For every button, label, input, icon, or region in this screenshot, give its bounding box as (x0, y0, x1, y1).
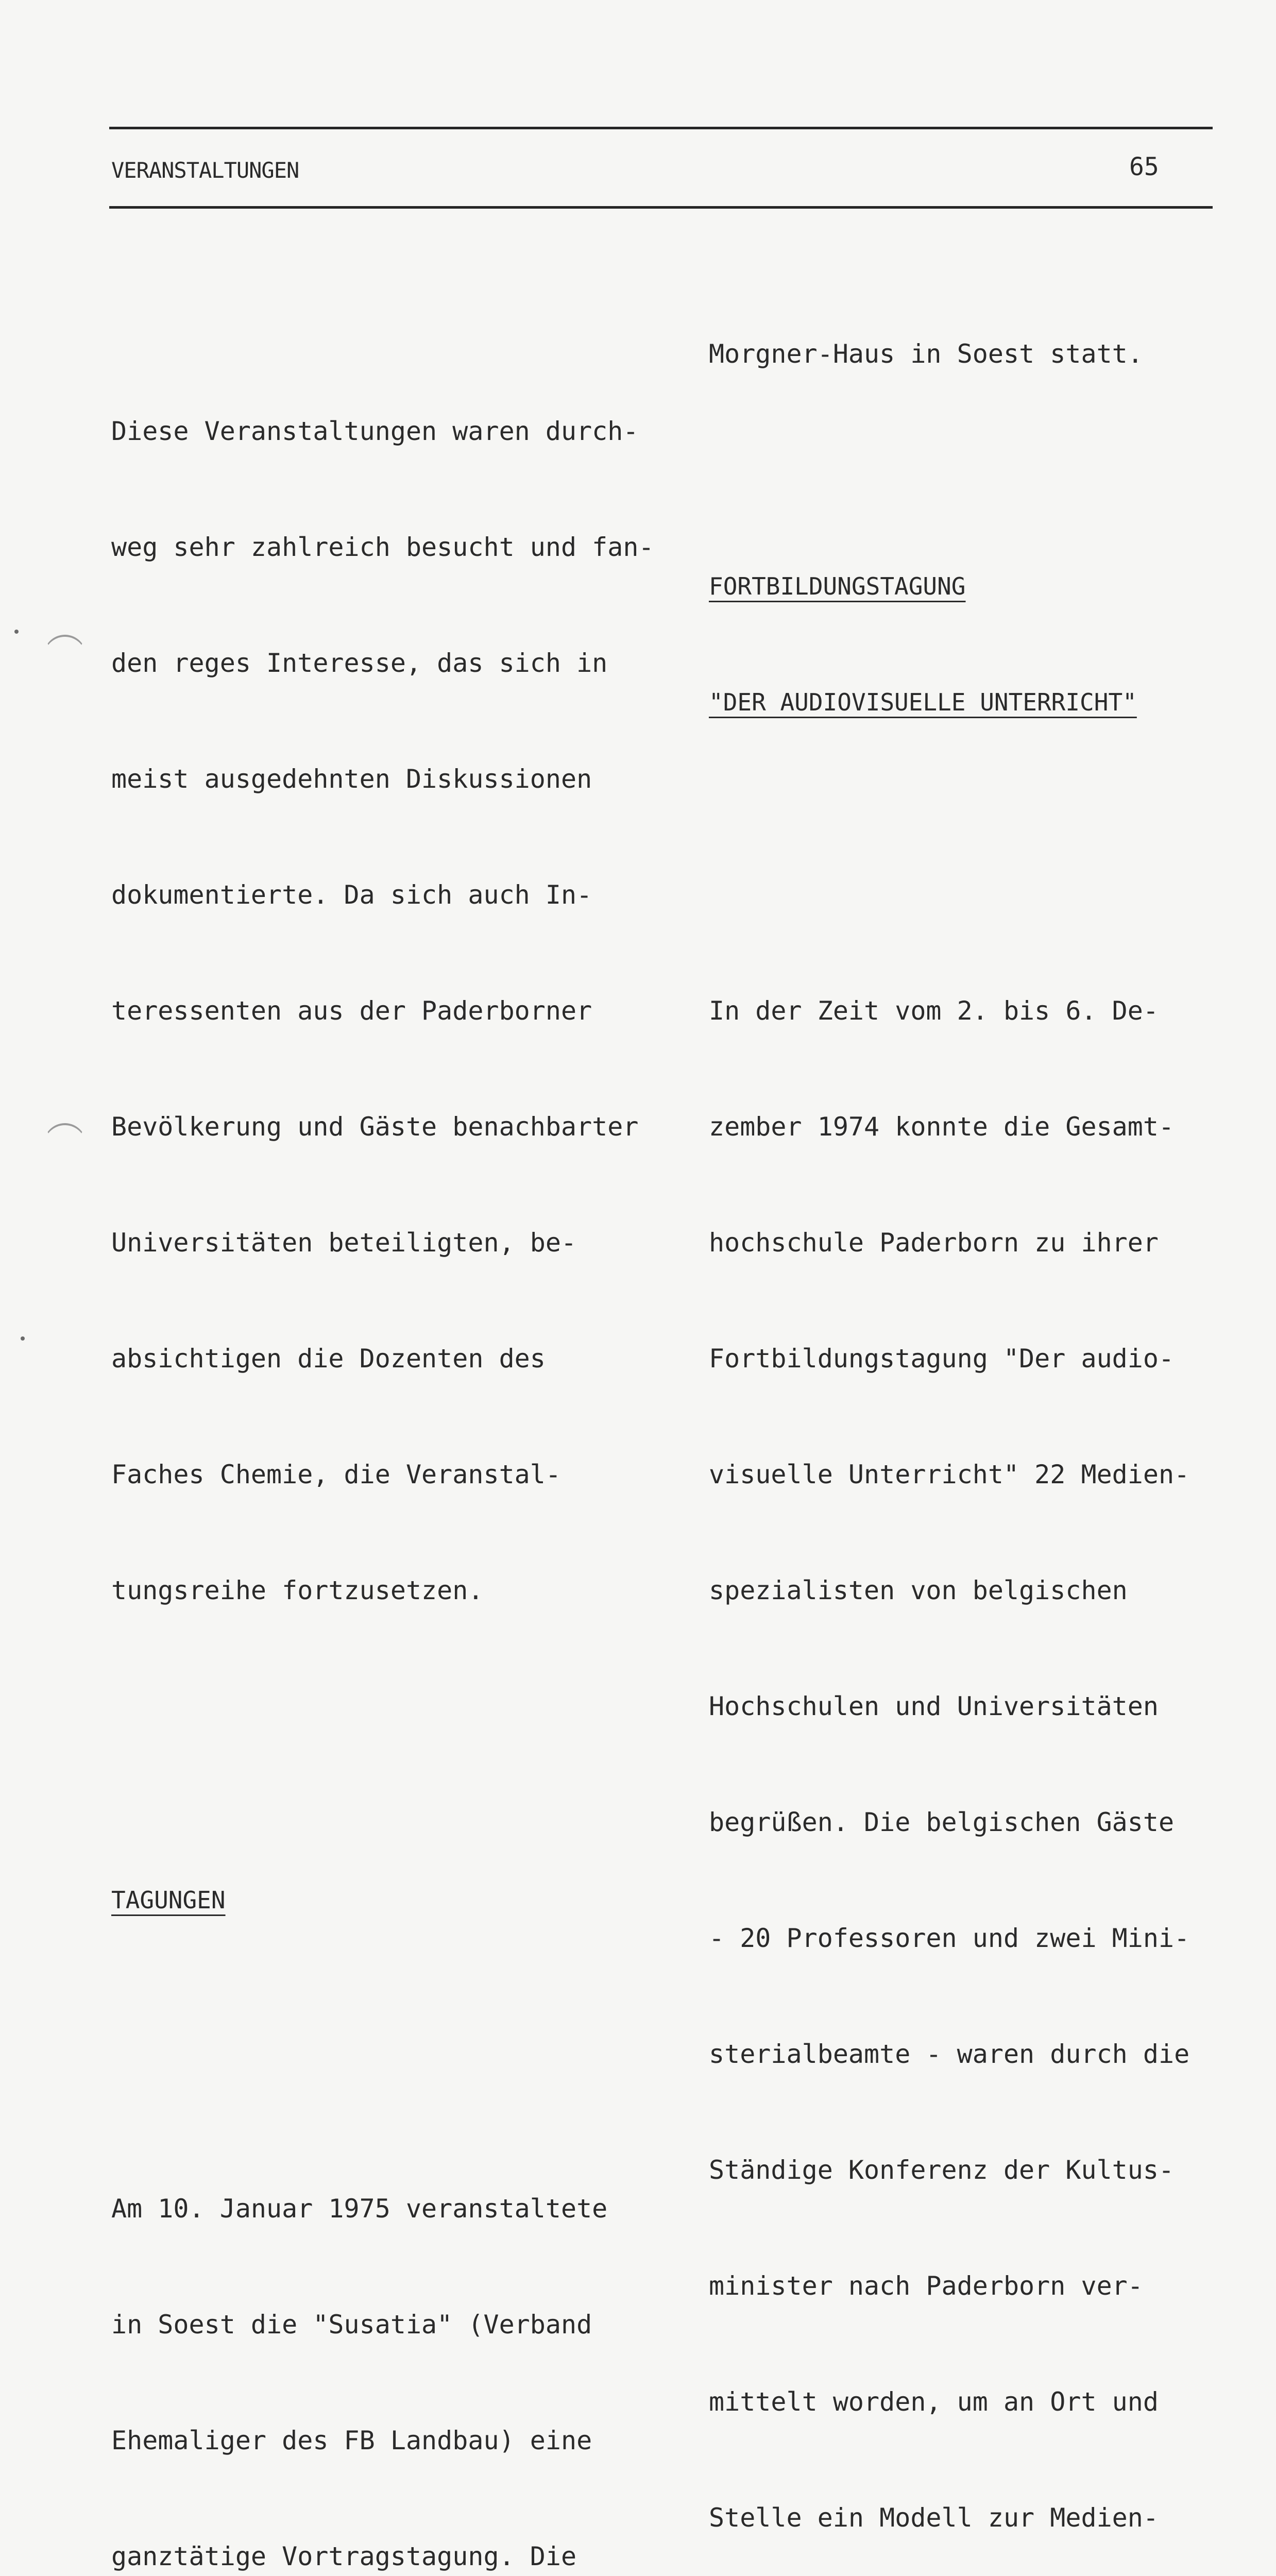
spacer (709, 799, 1224, 837)
punch-hole-mark (43, 635, 87, 679)
page-number: 65 (1129, 152, 1159, 181)
text-line: visuelle Unterricht" 22 Medien- (709, 1460, 1190, 1489)
intro-paragraph (111, 335, 688, 1687)
text-line: begrüßen. Die belgischen Gäste (709, 1807, 1175, 1837)
tagungen-paragraph (111, 2112, 688, 2576)
header-top-rule (109, 127, 1213, 129)
section-heading-audiovisuelle: "DER AUDIOVISUELLE UNTERRICHT" (709, 688, 1137, 716)
header-bottom-rule (109, 206, 1213, 209)
text-line: In der Zeit vom 2. bis 6. De- (709, 996, 1159, 1026)
section-heading-fortbildungstagung: FORTBILDUNGSTAGUNG (709, 572, 966, 600)
right-column (709, 258, 1224, 2576)
fortbildung-heading-line-1 (709, 567, 1224, 605)
scan-speck (14, 630, 19, 634)
text-line: mittelt worden, um an Ort und (709, 2387, 1159, 2417)
text-line: tungsreihe fortzusetzen. (111, 1575, 484, 1605)
text-line: weg sehr zahlreich besucht und fan- (111, 532, 654, 562)
text-line: Ständige Konferenz der Kultus- (709, 2155, 1175, 2185)
left-column (111, 258, 688, 2576)
spacer (111, 1996, 688, 2035)
spacer (111, 1765, 688, 1803)
text-line: teressenten aus der Paderborner (111, 996, 592, 1026)
text-line: Faches Chemie, die Veranstal- (111, 1460, 561, 1489)
text-line: Fortbildungstagung "Der audio- (709, 1344, 1175, 1374)
text-line: in Soest die "Susatia" (Verband (111, 2310, 592, 2340)
tagungen-heading-line (111, 1880, 688, 1919)
text-line: - 20 Professoren und zwei Mini- (709, 1923, 1190, 1953)
text-line: minister nach Paderborn ver- (709, 2271, 1143, 2301)
continuation-line: Morgner-Haus in Soest statt. (709, 339, 1143, 369)
section-heading-tagungen: TAGUNGEN (111, 1886, 226, 1914)
text-line: den reges Interesse, das sich in (111, 648, 608, 678)
fortbildung-heading-line-2 (709, 683, 1224, 721)
text-line: meist ausgedehnten Diskussionen (111, 764, 592, 794)
punch-hole-mark (43, 1123, 87, 1167)
text-line: spezialisten von belgischen (709, 1575, 1128, 1605)
text-line: dokumentierte. Da sich auch In- (111, 880, 592, 910)
text-line: Hochschulen und Universitäten (709, 1691, 1159, 1721)
text-line: Ehemaliger des FB Landbau) eine (111, 2426, 592, 2455)
text-line: Am 10. Januar 1975 veranstaltete (111, 2194, 608, 2224)
text-line: Stelle ein Modell zur Medien- (709, 2503, 1159, 2533)
spacer (709, 451, 1224, 489)
text-line: zember 1974 konnte die Gesamt- (709, 1112, 1175, 1142)
text-line: Diese Veranstaltungen waren durch- (111, 416, 639, 446)
text-line: Universitäten beteiligten, be- (111, 1228, 577, 1258)
text-line: Bevölkerung und Gäste benachbarter (111, 1112, 639, 1142)
text-line: sterialbeamte - waren durch die (709, 2039, 1190, 2069)
section-title: VERANSTALTUNGEN (111, 158, 299, 183)
scan-speck (21, 1336, 25, 1341)
text-line: hochschule Paderborn zu ihrer (709, 1228, 1159, 1258)
text-line: ganztätige Vortragstagung. Die (111, 2541, 577, 2571)
fortbildung-paragraph-1 (709, 914, 1224, 2576)
text-line: absichtigen die Dozenten des (111, 1344, 546, 1374)
